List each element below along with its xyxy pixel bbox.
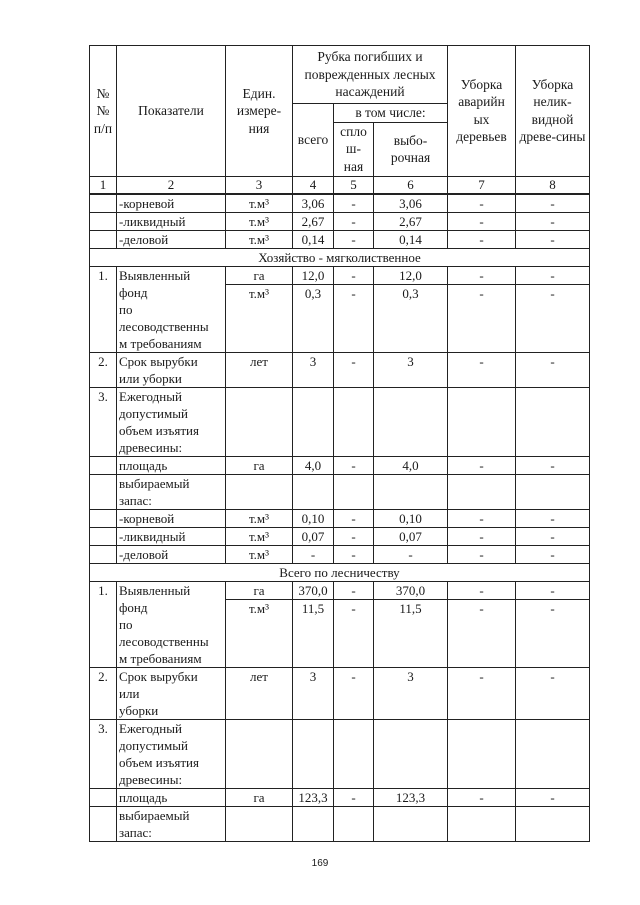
cell-emergency: - <box>448 788 516 806</box>
colnum: 4 <box>293 176 334 194</box>
cell-total: 0,10 <box>293 509 334 527</box>
cell-total: 0,14 <box>293 230 334 248</box>
cell-emergency: - <box>448 667 516 719</box>
cell-unit: га <box>226 788 293 806</box>
cell-emergency: - <box>448 284 516 352</box>
cell-num <box>90 509 117 527</box>
section-soft-leaved <box>90 248 590 266</box>
header-selective: выбо- рочная <box>374 122 448 176</box>
cell-unit: га <box>226 581 293 599</box>
cell-selective: 4,0 <box>374 456 448 474</box>
cell-selective: - <box>374 545 448 563</box>
cell-num <box>90 230 117 248</box>
cell-emergency: - <box>448 545 516 563</box>
cell-emergency <box>448 474 516 509</box>
page-number: 169 <box>311 858 329 869</box>
cell-label: Ежегодный допустимый объем изъятия древесины: <box>117 719 226 788</box>
cell-solid: - <box>334 509 374 527</box>
colnum: 7 <box>448 176 516 194</box>
cell-total <box>293 474 334 509</box>
cell-num: 3. <box>90 387 117 456</box>
table-row <box>90 527 590 545</box>
cell-label: -деловой <box>117 545 226 563</box>
cell-illiquid: - <box>516 284 590 352</box>
cell-illiquid <box>516 719 590 788</box>
header-indicator: Показатели <box>117 46 226 177</box>
cell-emergency: - <box>448 581 516 599</box>
cell-total: 3 <box>293 667 334 719</box>
cell-total <box>293 719 334 788</box>
cell-selective: 0,10 <box>374 509 448 527</box>
cell-total: 3 <box>293 352 334 387</box>
cell-label: -корневой <box>117 194 226 213</box>
cell-num: 2. <box>90 352 117 387</box>
cell-unit: га <box>226 266 293 284</box>
cell-emergency <box>448 387 516 456</box>
section-total <box>90 563 590 581</box>
cell-emergency <box>448 719 516 788</box>
cell-unit <box>226 719 293 788</box>
cell-selective: 12,0 <box>374 266 448 284</box>
cell-solid: - <box>334 212 374 230</box>
table-row <box>90 352 590 387</box>
table-row <box>90 212 590 230</box>
cell-illiquid: - <box>516 352 590 387</box>
table-body <box>90 176 590 841</box>
cell-unit: т.м³ <box>226 194 293 213</box>
table-row <box>90 266 590 284</box>
cell-solid: - <box>334 545 374 563</box>
table-row <box>90 194 590 213</box>
cell-unit: лет <box>226 667 293 719</box>
header-total: всего <box>293 104 334 177</box>
cell-selective: 2,67 <box>374 212 448 230</box>
cell-num <box>90 456 117 474</box>
cell-label: выбираемый запас: <box>117 474 226 509</box>
header-unit: Един. измере- ния <box>226 46 293 177</box>
cell-illiquid: - <box>516 527 590 545</box>
cell-total <box>293 387 334 456</box>
colnum: 1 <box>90 176 117 194</box>
cell-solid: - <box>334 352 374 387</box>
cell-solid: - <box>334 599 374 667</box>
cell-label: Выявленный фонд по лесоводственны м требованиям <box>117 266 226 352</box>
cell-total: 4,0 <box>293 456 334 474</box>
cell-num: 2. <box>90 667 117 719</box>
table-row <box>90 474 590 509</box>
cell-illiquid: - <box>516 456 590 474</box>
cell-emergency: - <box>448 230 516 248</box>
cell-unit <box>226 474 293 509</box>
cell-illiquid: - <box>516 788 590 806</box>
cell-unit: т.м³ <box>226 284 293 352</box>
cell-label: Срок вырубки или уборки <box>117 667 226 719</box>
colnum: 6 <box>374 176 448 194</box>
cell-unit <box>226 806 293 841</box>
header-num: № № п/п <box>90 46 117 177</box>
cell-solid: - <box>334 284 374 352</box>
cell-illiquid: - <box>516 230 590 248</box>
cell-illiquid: - <box>516 212 590 230</box>
cell-illiquid: - <box>516 266 590 284</box>
cell-total: 370,0 <box>293 581 334 599</box>
cell-illiquid: - <box>516 581 590 599</box>
cell-solid <box>334 474 374 509</box>
cell-solid: - <box>334 230 374 248</box>
header-solid: спло ш- ная <box>334 122 374 176</box>
table-row <box>90 667 590 719</box>
cell-selective <box>374 719 448 788</box>
cell-solid: - <box>334 194 374 213</box>
forestry-table <box>89 45 590 842</box>
cell-num: 3. <box>90 719 117 788</box>
cell-unit: га <box>226 456 293 474</box>
cell-label: площадь <box>117 788 226 806</box>
cell-total: 0,07 <box>293 527 334 545</box>
table-row <box>90 387 590 456</box>
cell-unit: т.м³ <box>226 509 293 527</box>
table-row <box>90 581 590 599</box>
cell-selective: 0,07 <box>374 527 448 545</box>
cell-emergency: - <box>448 456 516 474</box>
cell-label: -корневой <box>117 509 226 527</box>
table-row <box>90 788 590 806</box>
cell-selective: 3 <box>374 667 448 719</box>
cell-selective: 11,5 <box>374 599 448 667</box>
cell-emergency: - <box>448 352 516 387</box>
cell-solid: - <box>334 266 374 284</box>
cell-unit: т.м³ <box>226 527 293 545</box>
cell-solid: - <box>334 667 374 719</box>
cell-label: площадь <box>117 456 226 474</box>
section-title: Хозяйство - мягколиственное <box>90 248 590 266</box>
cell-total: 11,5 <box>293 599 334 667</box>
cell-illiquid <box>516 387 590 456</box>
cell-solid: - <box>334 788 374 806</box>
cell-emergency <box>448 806 516 841</box>
colnum: 8 <box>516 176 590 194</box>
cell-total: 2,67 <box>293 212 334 230</box>
cell-total: 0,3 <box>293 284 334 352</box>
table-row <box>90 509 590 527</box>
header-felling: Рубка погибших и поврежденных лесных насаждений <box>293 46 448 104</box>
cell-unit: т.м³ <box>226 599 293 667</box>
cell-total: - <box>293 545 334 563</box>
table-row <box>90 719 590 788</box>
cell-total <box>293 806 334 841</box>
cell-num <box>90 474 117 509</box>
cell-selective: 3 <box>374 352 448 387</box>
cell-solid <box>334 806 374 841</box>
header-including: в том числе: <box>334 104 448 123</box>
cell-total: 3,06 <box>293 194 334 213</box>
cell-solid: - <box>334 581 374 599</box>
column-numbers-row <box>90 176 590 194</box>
cell-label: -деловой <box>117 230 226 248</box>
table-row <box>90 545 590 563</box>
cell-emergency: - <box>448 194 516 213</box>
cell-emergency: - <box>448 527 516 545</box>
cell-num <box>90 212 117 230</box>
cell-num <box>90 545 117 563</box>
table-row <box>90 456 590 474</box>
cell-unit: т.м³ <box>226 230 293 248</box>
cell-num: 1. <box>90 581 117 667</box>
cell-num <box>90 788 117 806</box>
table-row <box>90 806 590 841</box>
cell-illiquid: - <box>516 509 590 527</box>
cell-unit: т.м³ <box>226 545 293 563</box>
cell-total: 12,0 <box>293 266 334 284</box>
header-illiquid: Уборка нелик- видной древе-сины <box>516 46 590 177</box>
cell-illiquid: - <box>516 194 590 213</box>
cell-label: выбираемый запас: <box>117 806 226 841</box>
section-title: Всего по лесничеству <box>90 563 590 581</box>
cell-label: Срок вырубки или уборки <box>117 352 226 387</box>
cell-emergency: - <box>448 212 516 230</box>
cell-solid <box>334 719 374 788</box>
cell-label: -ликвидный <box>117 212 226 230</box>
cell-num <box>90 194 117 213</box>
cell-solid: - <box>334 527 374 545</box>
colnum: 5 <box>334 176 374 194</box>
cell-num <box>90 527 117 545</box>
cell-total: 123,3 <box>293 788 334 806</box>
table-row <box>90 230 590 248</box>
cell-selective <box>374 474 448 509</box>
cell-emergency: - <box>448 509 516 527</box>
cell-unit <box>226 387 293 456</box>
cell-illiquid: - <box>516 667 590 719</box>
cell-illiquid: - <box>516 599 590 667</box>
header-emergency: Уборка аварийн ых деревьев <box>448 46 516 177</box>
cell-illiquid <box>516 474 590 509</box>
cell-selective: 0,3 <box>374 284 448 352</box>
cell-unit: лет <box>226 352 293 387</box>
cell-label: Выявленный фонд по лесоводственны м требованиям <box>117 581 226 667</box>
cell-emergency: - <box>448 266 516 284</box>
cell-num: 1. <box>90 266 117 352</box>
colnum: 2 <box>117 176 226 194</box>
cell-selective: 123,3 <box>374 788 448 806</box>
cell-illiquid <box>516 806 590 841</box>
cell-unit: т.м³ <box>226 212 293 230</box>
cell-label: Ежегодный допустимый объем изъятия древесины: <box>117 387 226 456</box>
colnum: 3 <box>226 176 293 194</box>
cell-selective: 370,0 <box>374 581 448 599</box>
cell-emergency: - <box>448 599 516 667</box>
cell-selective <box>374 806 448 841</box>
cell-label: -ликвидный <box>117 527 226 545</box>
cell-num <box>90 806 117 841</box>
cell-selective: 3,06 <box>374 194 448 213</box>
cell-illiquid: - <box>516 545 590 563</box>
cell-solid: - <box>334 456 374 474</box>
cell-selective: 0,14 <box>374 230 448 248</box>
cell-selective <box>374 387 448 456</box>
cell-solid <box>334 387 374 456</box>
